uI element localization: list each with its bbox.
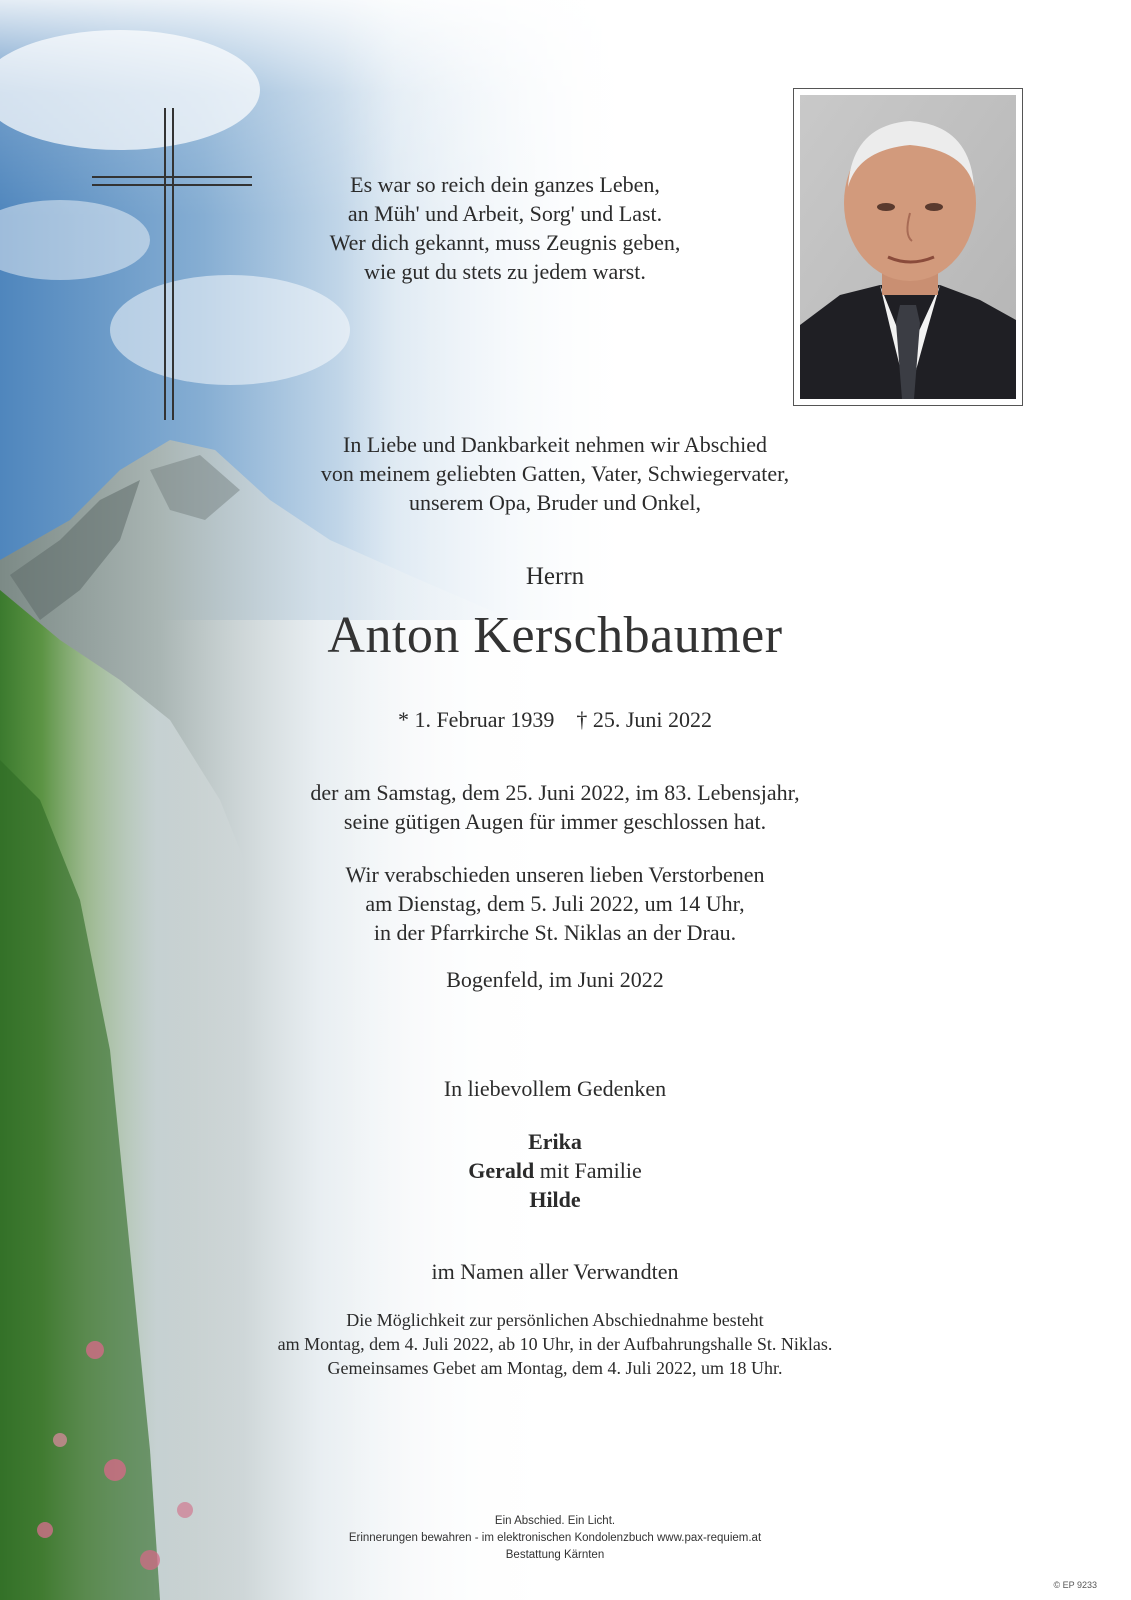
funeral-line-3: in der Pfarrkirche St. Niklas an der Drau. [373,920,737,945]
death-line-1: der am Samstag, dem 25. Juni 2022, im 83. Lebensjahr, [310,780,800,805]
footer-line-2: Erinnerungen bewahren - im elektronischen Kondolenzbuch www.pax-requiem.at [348,1532,762,1544]
relatives-line: im Namen aller Verwandten [431,1259,679,1284]
footer-line-1: Ein Abschied. Ein Licht. [494,1515,616,1527]
intro-text [230,430,880,517]
funeral-line-1: Wir verabschieden unseren lieben Verstorbenen [345,862,765,887]
mourner-gerald-row [230,1156,880,1185]
mourners [230,1127,880,1214]
print-code: © EP 9233 [1053,1580,1097,1590]
poem-line-1: Es war so reich dein ganzes Leben, [350,172,660,197]
place-date: Bogenfeld, im Juni 2022 [446,967,664,992]
memory-line: In liebevollem Gedenken [443,1076,667,1101]
mourner-hilde: Hilde [529,1187,581,1212]
portrait-frame [793,88,1023,406]
funeral-text [230,860,880,947]
cross-icon [92,108,252,420]
viewing-line-1: Die Möglichkeit zur persönlichen Abschiednahme besteht [346,1310,764,1330]
footer-line-3: Bestattung Kärnten [505,1549,605,1561]
poem-line-4: wie gut du stets zu jedem warst. [364,259,646,284]
deceased-name: Anton Kerschbaumer [327,607,783,664]
poem-line-2: an Müh' und Arbeit, Sorg' und Last. [347,201,663,226]
intro-line-3: unserem Opa, Bruder und Onkel, [408,490,702,515]
mourner-erika: Erika [528,1129,582,1154]
mourner-gerald: Gerald [468,1158,535,1183]
funeral-line-2: am Dienstag, dem 5. Juli 2022, um 14 Uhr, [365,891,745,916]
intro-line-1: In Liebe und Dankbarkeit nehmen wir Abschied [343,432,767,457]
portrait-photo [800,95,1016,399]
mourner-gerald-suffix: mit Familie [534,1158,642,1183]
poem-line-3: Wer dich gekannt, muss Zeugnis geben, [329,230,681,255]
intro-line-2: von meinem geliebten Gatten, Vater, Schwiegervater, [320,461,790,486]
death-line-2: seine gütigen Augen für immer geschlossen hat. [343,809,767,834]
salutation: Herrn [525,563,585,590]
birth-date: * 1. Februar 1939 [397,707,555,732]
viewing-info [200,1308,910,1380]
death-date: † 25. Juni 2022 [576,707,713,732]
viewing-line-3: Gemeinsames Gebet am Montag, dem 4. Juli 2022, um 18 Uhr. [327,1358,783,1378]
poem [245,170,765,286]
death-text [230,778,880,836]
footer [255,1513,855,1564]
viewing-line-2: am Montag, dem 4. Juli 2022, ab 10 Uhr, in der Aufbahrungshalle St. Niklas. [277,1334,833,1354]
life-dates [230,707,880,733]
